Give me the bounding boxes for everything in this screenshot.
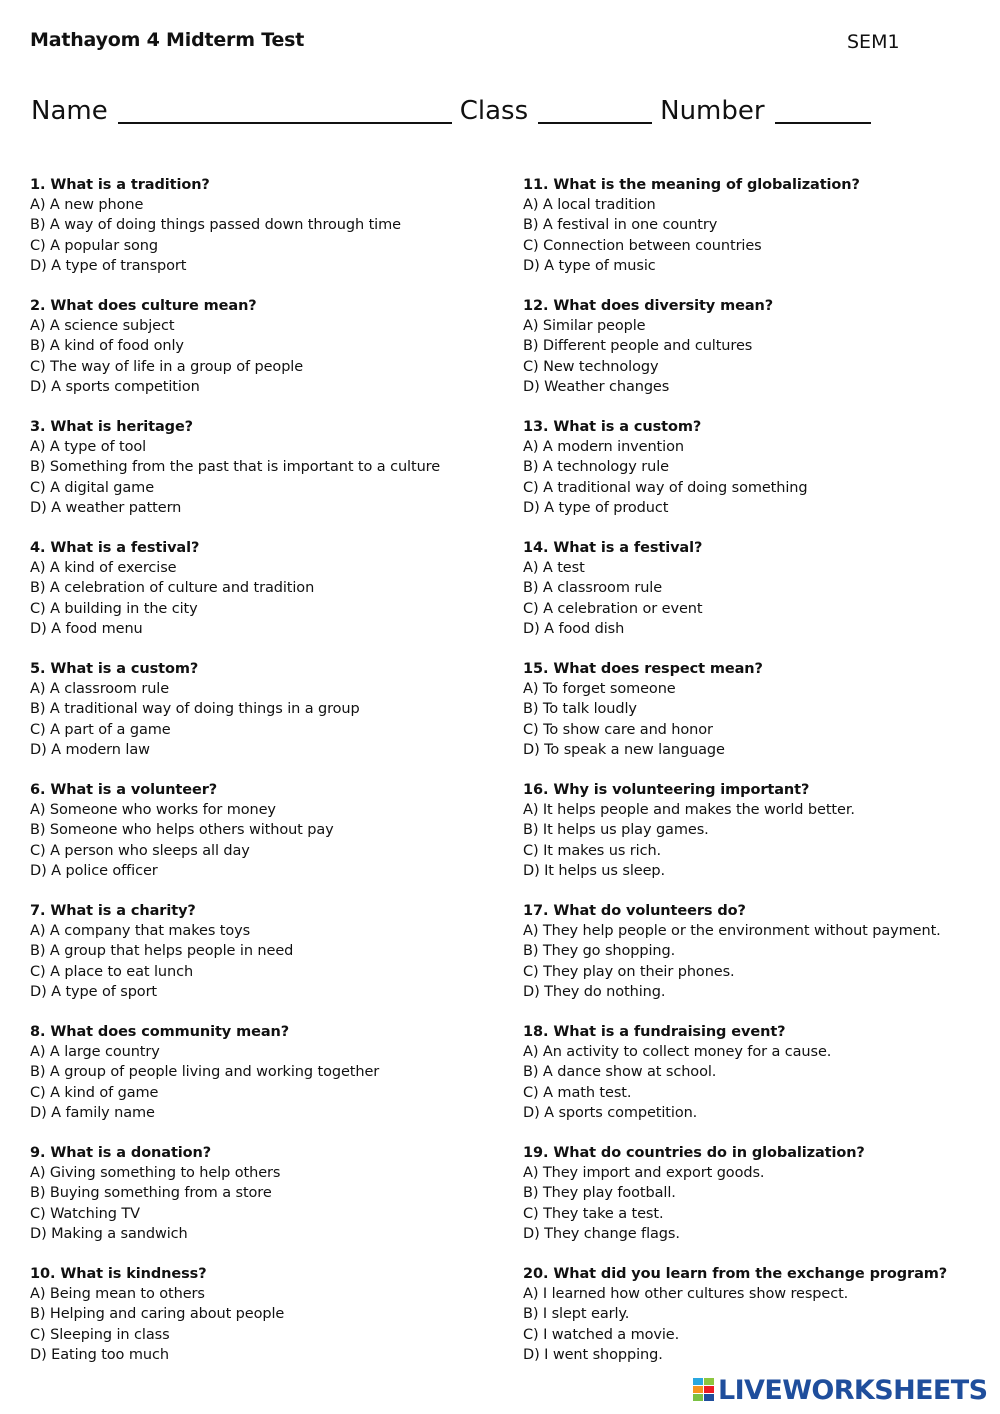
question-text: 9. What is a donation? xyxy=(30,1145,212,1161)
option-c[interactable]: C) They play on their phones. xyxy=(523,963,735,980)
option-b[interactable]: B) A technology rule xyxy=(523,459,669,476)
liveworksheets-brand[interactable] xyxy=(693,1374,987,1406)
option-a[interactable]: A) Being mean to others xyxy=(30,1286,205,1303)
question-13 xyxy=(523,417,993,538)
option-b[interactable]: B) A traditional way of doing things in a group xyxy=(30,701,360,718)
option-a[interactable]: A) An activity to collect money for a cause. xyxy=(523,1044,832,1061)
name-blank[interactable] xyxy=(118,96,452,124)
option-c[interactable]: C) I watched a movie. xyxy=(523,1326,680,1343)
option-c[interactable]: C) A person who sleeps all day xyxy=(30,842,250,859)
option-d[interactable]: D) A type of product xyxy=(523,499,669,516)
option-a[interactable]: A) A type of tool xyxy=(30,439,147,456)
class-label: Class xyxy=(459,96,529,126)
question-10 xyxy=(30,1264,500,1385)
option-a[interactable]: A) A classroom rule xyxy=(30,681,170,698)
question-18 xyxy=(523,1022,993,1143)
option-d[interactable]: D) A type of music xyxy=(523,257,656,274)
option-b[interactable]: B) Different people and cultures xyxy=(523,338,753,355)
option-a[interactable]: A) A science subject xyxy=(30,318,175,335)
option-a[interactable]: A) Someone who works for money xyxy=(30,802,276,819)
option-a[interactable]: A) A company that makes toys xyxy=(30,923,251,940)
option-c[interactable]: C) A building in the city xyxy=(30,600,198,617)
option-c[interactable]: C) A math test. xyxy=(523,1084,632,1101)
option-a[interactable]: A) A local tradition xyxy=(523,197,656,214)
question-text: 16. Why is volunteering important? xyxy=(523,782,810,798)
question-12 xyxy=(523,296,993,417)
student-info-line xyxy=(31,96,879,126)
option-b[interactable]: B) A way of doing things passed down through time xyxy=(30,217,401,234)
option-b[interactable]: B) A festival in one country xyxy=(523,217,718,234)
option-b[interactable]: B) A group of people living and working together xyxy=(30,1064,380,1081)
question-text: 8. What does community mean? xyxy=(30,1024,290,1040)
option-d[interactable]: D) A food dish xyxy=(523,620,625,637)
liveworksheets-logo-icon xyxy=(693,1378,715,1402)
brand-wordmark: LIVEWORKSHEETS xyxy=(718,1374,988,1406)
semester-label: SEM1 xyxy=(847,31,900,53)
option-c[interactable]: C) A traditional way of doing something xyxy=(523,479,808,496)
option-d[interactable]: D) I went shopping. xyxy=(523,1346,663,1363)
option-d[interactable]: D) They do nothing. xyxy=(523,983,666,1000)
question-1 xyxy=(30,175,500,296)
option-c[interactable]: C) A place to eat lunch xyxy=(30,963,194,980)
option-c[interactable]: C) They take a test. xyxy=(523,1205,664,1222)
option-a[interactable]: A) To forget someone xyxy=(523,681,676,698)
question-3 xyxy=(30,417,500,538)
option-b[interactable]: B) A kind of food only xyxy=(30,338,184,355)
option-b[interactable]: B) Buying something from a store xyxy=(30,1185,272,1202)
option-b[interactable]: B) They go shopping. xyxy=(523,943,676,960)
question-8 xyxy=(30,1022,500,1143)
option-b[interactable]: B) It helps us play games. xyxy=(523,822,709,839)
option-c[interactable]: C) A part of a game xyxy=(30,721,171,738)
option-c[interactable]: C) Watching TV xyxy=(30,1205,140,1222)
option-b[interactable]: B) Someone who helps others without pay xyxy=(30,822,334,839)
option-a[interactable]: A) A new phone xyxy=(30,197,144,214)
option-c[interactable]: C) Sleeping in class xyxy=(30,1326,170,1343)
option-c[interactable]: C) A kind of game xyxy=(30,1084,159,1101)
question-2 xyxy=(30,296,500,417)
option-d[interactable]: D) A sports competition. xyxy=(523,1104,698,1121)
option-c[interactable]: C) A popular song xyxy=(30,237,158,254)
option-d[interactable]: D) A type of sport xyxy=(30,983,158,1000)
question-text: 17. What do volunteers do? xyxy=(523,903,746,919)
question-text: 4. What is a festival? xyxy=(30,540,200,556)
question-14 xyxy=(523,538,993,659)
option-b[interactable]: B) A dance show at school. xyxy=(523,1064,717,1081)
option-b[interactable]: B) A classroom rule xyxy=(523,580,663,597)
option-c[interactable]: C) A digital game xyxy=(30,479,155,496)
option-a[interactable]: A) A test xyxy=(523,560,585,577)
questions-column-right xyxy=(523,175,993,1385)
question-text: 3. What is heritage? xyxy=(30,419,193,435)
question-19 xyxy=(523,1143,993,1264)
question-11 xyxy=(523,175,993,296)
question-16 xyxy=(523,780,993,901)
option-b[interactable]: B) I slept early. xyxy=(523,1306,630,1323)
question-text: 2. What does culture mean? xyxy=(30,298,257,314)
question-text: 6. What is a volunteer? xyxy=(30,782,218,798)
question-5 xyxy=(30,659,500,780)
option-d[interactable]: D) A weather pattern xyxy=(30,499,182,516)
option-d[interactable]: D) It helps us sleep. xyxy=(523,862,666,879)
option-b[interactable]: B) Helping and caring about people xyxy=(30,1306,285,1323)
option-d[interactable]: D) A sports competition xyxy=(30,378,200,395)
question-17 xyxy=(523,901,993,1022)
option-b[interactable]: B) To talk loudly xyxy=(523,701,637,718)
name-label: Name xyxy=(31,96,108,126)
option-d[interactable]: D) Making a sandwich xyxy=(30,1225,188,1242)
question-text: 14. What is a festival? xyxy=(523,540,703,556)
question-text: 7. What is a charity? xyxy=(30,903,196,919)
option-d[interactable]: D) Eating too much xyxy=(30,1346,169,1363)
option-d[interactable]: D) Weather changes xyxy=(523,378,670,395)
option-a[interactable]: A) A modern invention xyxy=(523,439,684,456)
option-d[interactable]: D) To speak a new language xyxy=(523,741,725,758)
option-b[interactable]: B) They play football. xyxy=(523,1185,676,1202)
question-20 xyxy=(523,1264,993,1385)
question-text: 18. What is a fundraising event? xyxy=(523,1024,786,1040)
option-b[interactable]: B) A group that helps people in need xyxy=(30,943,294,960)
option-c[interactable]: C) The way of life in a group of people xyxy=(30,358,304,375)
question-text: 5. What is a custom? xyxy=(30,661,199,677)
option-d[interactable]: D) A family name xyxy=(30,1104,155,1121)
option-a[interactable]: A) It helps people and makes the world better. xyxy=(523,802,855,819)
question-text: 19. What do countries do in globalization? xyxy=(523,1145,865,1161)
page-title: Mathayom 4 Midterm Test xyxy=(30,29,305,51)
option-a[interactable]: A) A kind of exercise xyxy=(30,560,177,577)
option-c[interactable]: C) New technology xyxy=(523,358,659,375)
number-blank[interactable] xyxy=(775,96,871,124)
number-label: Number xyxy=(660,96,765,126)
option-b[interactable]: B) Something from the past that is important to a culture xyxy=(30,459,441,476)
question-15 xyxy=(523,659,993,780)
class-blank[interactable] xyxy=(538,96,652,124)
option-c[interactable]: C) A celebration or event xyxy=(523,600,703,617)
option-d[interactable]: D) A police officer xyxy=(30,862,158,879)
option-a[interactable]: A) They import and export goods. xyxy=(523,1165,765,1182)
option-a[interactable]: A) A large country xyxy=(30,1044,160,1061)
option-b[interactable]: B) A celebration of culture and tradition xyxy=(30,580,315,597)
option-a[interactable]: A) They help people or the environment without payment. xyxy=(523,923,941,940)
option-c[interactable]: C) Connection between countries xyxy=(523,237,762,254)
option-a[interactable]: A) Similar people xyxy=(523,318,646,335)
question-text: 12. What does diversity mean? xyxy=(523,298,774,314)
option-d[interactable]: D) A food menu xyxy=(30,620,143,637)
questions-column-left xyxy=(30,175,500,1385)
question-9 xyxy=(30,1143,500,1264)
option-a[interactable]: A) Giving something to help others xyxy=(30,1165,281,1182)
question-text: 11. What is the meaning of globalization? xyxy=(523,177,860,193)
option-c[interactable]: C) It makes us rich. xyxy=(523,842,662,859)
question-text: 20. What did you learn from the exchange program? xyxy=(523,1266,948,1282)
question-text: 15. What does respect mean? xyxy=(523,661,763,677)
option-c[interactable]: C) To show care and honor xyxy=(523,721,713,738)
option-d[interactable]: D) A type of transport xyxy=(30,257,187,274)
question-4 xyxy=(30,538,500,659)
option-d[interactable]: D) A modern law xyxy=(30,741,150,758)
option-d[interactable]: D) They change flags. xyxy=(523,1225,680,1242)
question-text: 13. What is a custom? xyxy=(523,419,702,435)
question-text: 10. What is kindness? xyxy=(30,1266,207,1282)
question-text: 1. What is a tradition? xyxy=(30,177,210,193)
question-7 xyxy=(30,901,500,1022)
option-a[interactable]: A) I learned how other cultures show respect. xyxy=(523,1286,849,1303)
question-6 xyxy=(30,780,500,901)
